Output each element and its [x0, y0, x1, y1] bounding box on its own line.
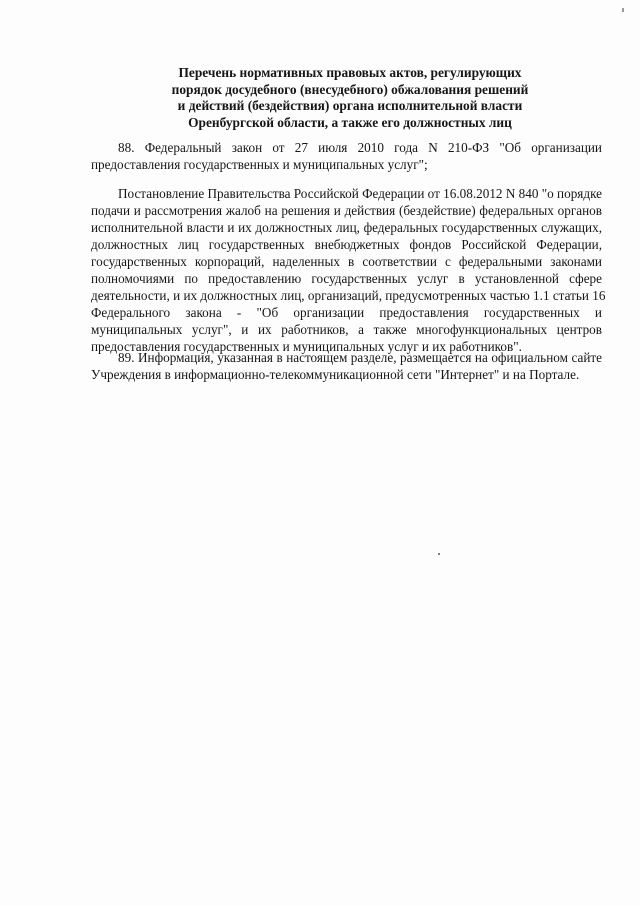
- scan-mark: [622, 8, 624, 12]
- paragraph-line: предоставления государственных и муниципальных услуг";: [91, 157, 428, 172]
- paragraph-line: полномочиями по предоставлению государственных услуг в установленной сфере: [91, 271, 602, 286]
- paragraph-line: Федерального закона - "Об организации предоставления государственных и: [91, 305, 602, 320]
- paragraph-line: 88. Федеральный закон от 27 июля 2010 года N 210-ФЗ "Об организации: [118, 140, 602, 155]
- title-line: порядок досудебного (внесудебного) обжалования решений: [171, 81, 529, 97]
- paragraph-88: [91, 139, 602, 173]
- title-line: и действий (бездействия) органа исполнительной власти: [177, 98, 523, 113]
- paragraph-line: Постановление Правительства Российской Федерации от 16.08.2012 N 840 "о порядке: [118, 186, 602, 201]
- paragraph-line: исполнительной власти и их должностных лиц, федеральных государственных служащих,: [91, 220, 602, 235]
- paragraph-line: предоставления государственных и муниципальных услуг и их работников".: [91, 339, 522, 354]
- scan-speck: [438, 553, 440, 555]
- title-line: Оренбургской области, а также его должностных лиц: [188, 114, 512, 130]
- paragraph-89: [91, 349, 602, 383]
- title-line: Перечень нормативных правовых актов, регулирующих: [178, 65, 522, 80]
- paragraph-line: муниципальных услуг", и их работников, а также многофункциональных центров: [91, 322, 602, 337]
- paragraph-line: деятельности, и их должностных лиц, организаций, предусмотренных частью 1.1 статьи 16: [91, 288, 606, 303]
- paragraph-line: подачи и рассмотрения жалоб на решения и действия (бездействие) федеральных органов: [91, 203, 602, 218]
- paragraph-line: государственных корпораций, наделенных в соответствии с федеральными законами: [91, 254, 602, 269]
- paragraph-line: должностных лиц государственных внебюджетных фондов Российской Федерации,: [91, 237, 602, 252]
- paragraph-line: Учреждения в информационно-телекоммуникационной сети "Интернет" и на Портале.: [91, 367, 580, 382]
- paragraph-line: 89. Информация, указанная в настоящем разделе, размещается на официальном сайте: [118, 350, 602, 365]
- document-title: [90, 65, 610, 131]
- paragraph-resolution-840: [91, 185, 606, 355]
